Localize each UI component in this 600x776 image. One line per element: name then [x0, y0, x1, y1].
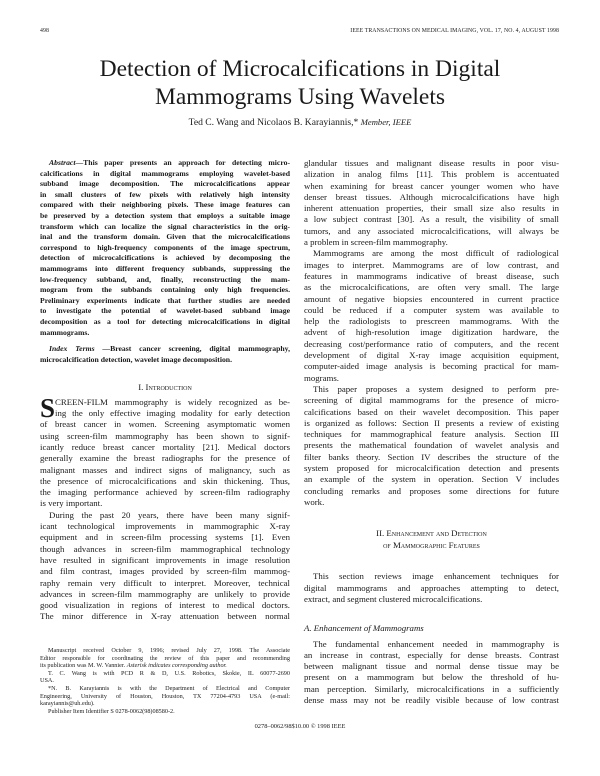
line-text: The minor difference in X-ray attenuation between normal	[40, 611, 290, 622]
text-line	[304, 486, 559, 497]
line-text: Mammograms are among the most difficult of radiological	[313, 248, 559, 259]
text-line	[304, 384, 559, 395]
line-text: compared with their neighboring pixels. These image features can	[40, 200, 290, 210]
text-line	[40, 670, 290, 678]
text-line	[40, 578, 290, 589]
paragraph	[40, 685, 290, 708]
abstract	[40, 158, 290, 338]
text-line	[304, 395, 559, 406]
line-text: transform which can localize the signal characteristics in the orig-	[40, 221, 290, 231]
text-line	[304, 684, 559, 695]
line-text: detection of microcalcifications is achieved by decomposing the	[40, 253, 290, 263]
drop-cap: S	[40, 392, 56, 423]
text-line	[40, 158, 290, 169]
text-line	[304, 316, 559, 327]
text-line	[40, 600, 290, 611]
text-line	[40, 647, 290, 655]
emphasized-note: Asterisk indicates corresponding author.	[126, 662, 227, 670]
lead-in-label: Index Terms	[49, 344, 95, 354]
line-text: low-frequency subband, and, finally, reconstructing the mam-	[40, 274, 290, 284]
text-line	[304, 463, 559, 474]
text-line	[40, 264, 290, 275]
text-line	[304, 440, 559, 451]
text-line	[40, 306, 290, 317]
text-line	[40, 317, 290, 328]
index-terms	[40, 344, 290, 365]
line-text: decomposition as a tool for detecting microcalcifications in digital	[40, 316, 290, 326]
text-line	[40, 211, 290, 222]
line-text: system proposed for microcalcification detection and presents	[304, 463, 559, 474]
text-line	[40, 190, 290, 201]
paragraph	[304, 384, 559, 508]
introduction-continued	[304, 158, 559, 508]
section2-text	[304, 571, 559, 605]
text-line	[304, 373, 559, 384]
paragraph	[40, 510, 290, 623]
text-line	[40, 408, 290, 419]
copyright-footer: 0278–0062/98$10.00 © 1998 IEEE	[254, 723, 346, 730]
text-line	[40, 253, 290, 264]
lead-in-label: Abstract	[49, 158, 76, 167]
text-line	[40, 232, 290, 243]
paragraph	[40, 708, 290, 716]
line-text: During the past 20 years, there have been many signif-	[49, 509, 290, 520]
line-text: karayiannis@uh.edu).	[40, 700, 95, 708]
line-text: is organized as follows: Section II presents a review of existing	[304, 417, 559, 428]
line-text: raphy remain very difficult to interpret. Moreover, technical	[40, 577, 290, 588]
text-line	[304, 339, 559, 350]
paragraph	[40, 344, 290, 365]
running-header-journal: IEEE TRANSACTIONS ON MEDICAL IMAGING, VOL. 17, NO. 4, AUGUST 1998	[350, 28, 559, 34]
line-text: a problem in screen-film mammography.	[304, 237, 448, 248]
text-line	[304, 305, 559, 316]
line-text: work.	[304, 496, 325, 507]
text-line	[40, 521, 290, 532]
line-text: be preserved by a detection system that employs a suitable image	[40, 210, 290, 220]
text-line	[40, 328, 290, 339]
paragraph	[304, 571, 559, 605]
text-line	[40, 589, 290, 600]
text-line	[40, 487, 290, 498]
line-text: subband image decomposition. The microcalcifications appear	[40, 179, 290, 189]
text-line	[304, 158, 559, 169]
section-heading-enhancement-detection	[304, 528, 559, 551]
line-text: presents the mathematical foundation of wavelet analysis and	[304, 440, 559, 451]
line-text: CREEN-FILM mammography is widely recognized as be-	[55, 396, 290, 407]
text-line	[304, 695, 559, 706]
text-line	[40, 169, 290, 180]
line-text: generally examine the breast radiographs for the presence of	[40, 453, 290, 464]
line-text: have resulted in significant improvements in image resolution	[40, 554, 290, 565]
text-line	[40, 442, 290, 453]
author-membership: Member, IEEE	[360, 117, 412, 127]
line-text: present on a mammogram but below the threshold of hu-	[304, 672, 559, 683]
text-line	[304, 497, 559, 508]
text-line	[304, 226, 559, 237]
line-text: *N. B. Karayiannis is with the Department of Electrical and Computer	[48, 684, 290, 692]
line-text: screening of digital mammograms for the presence of micro-	[304, 395, 559, 406]
line-text: calcifications based on their wavelet decomposition. This paper	[304, 406, 559, 417]
paper-title	[0, 56, 600, 111]
line-text: features in mammograms indicative of breast disease, such	[304, 270, 559, 281]
line-text: icantly reduce breast cancer mortality [21]. Medical doctors	[40, 441, 290, 452]
title-line: Detection of Microcalcifications in Digital	[99, 56, 501, 82]
text-line	[40, 222, 290, 233]
line-text: mammograms into different frequency subbands, suppressing the	[40, 263, 290, 273]
line-text: ing the only effective imaging modality for early detection	[55, 408, 290, 419]
line-text: This paper proposes a system designed to perform pre-	[313, 383, 559, 394]
paragraph	[40, 670, 290, 685]
text-line	[40, 275, 290, 286]
text-line	[304, 474, 559, 485]
text-line	[40, 355, 290, 366]
text-line	[304, 639, 559, 650]
text-line	[304, 571, 559, 582]
line-text: techniques for mammographical feature analysis. Section III	[304, 429, 559, 440]
text-line	[40, 662, 290, 670]
line-text: The fundamental enhancement needed in mammography is	[313, 638, 559, 649]
subsection-a-text	[304, 639, 559, 707]
text-line	[40, 296, 290, 307]
text-line	[304, 248, 559, 259]
line-text: correspond to high-frequency components of the image spectrum,	[40, 242, 290, 252]
text-line	[40, 431, 290, 442]
line-text: T. C. Wang is with PCD R & D, U.S. Robotics, Skokie, IL 60077-2690	[48, 669, 290, 677]
text-line	[304, 661, 559, 672]
text-line	[40, 532, 290, 543]
text-line	[304, 271, 559, 282]
line-text: glandular tissues and malignant disease results in poor visu-	[304, 158, 559, 168]
text-line	[304, 327, 559, 338]
line-text: in small clusters of few pixels with relatively high intensity	[40, 189, 290, 199]
text-line	[304, 203, 559, 214]
page-number: 498	[40, 28, 49, 34]
line-text: help the radiologists to prescreen mammograms. With the	[304, 316, 559, 327]
text-line	[40, 397, 290, 408]
line-text: tumors, and any associated microcalcifications, will always be	[304, 225, 559, 236]
line-text: good visualization in regions of interest to medical doctors.	[40, 600, 290, 611]
footnotes	[40, 647, 290, 715]
text-line	[40, 498, 290, 509]
line-text: icant technological improvements in mammographic X-ray	[40, 521, 290, 532]
line-text: alization in analog films [11]. This problem is accentuated	[304, 169, 559, 180]
line-text: amount of negative biopsies encountered in current practice	[304, 293, 559, 304]
introduction-text	[40, 392, 290, 623]
paragraph	[304, 639, 559, 707]
line-text: USA.	[40, 677, 54, 685]
line-text: equipment and in screen-film processing systems [1]. Even	[40, 532, 290, 543]
text-line	[40, 677, 290, 685]
text-line	[304, 650, 559, 661]
text-line	[40, 453, 290, 464]
text-line	[304, 294, 559, 305]
line-text: Editor responsible for coordinating the review of this paper and recommending	[40, 654, 290, 662]
paragraph	[40, 158, 290, 338]
line-text: advances in screen-film mammography are unlikely to provide	[40, 588, 290, 599]
line-text: development of digital X-ray image acquisition equipment,	[304, 350, 559, 361]
line-text: to investigate the potential of wavelet-based subband image	[40, 306, 290, 316]
title-line: Mammograms Using Wavelets	[154, 83, 446, 110]
line-text: the presence of microcalcifications and skin thickening. Thus,	[40, 475, 290, 486]
section-heading-line: II. Enhancement and Detection	[376, 528, 487, 539]
text-line	[40, 685, 290, 693]
text-line	[40, 243, 290, 254]
line-text: —Breast cancer screening, digital mammography,	[94, 344, 290, 354]
paragraph	[40, 647, 290, 670]
line-text: microcalcification detection, wavelet image decomposition.	[40, 354, 232, 364]
line-text: calcifications in digital mammograms employing wavelet-based	[40, 168, 290, 178]
text-line	[304, 214, 559, 225]
subsection-heading-enhancement: A. Enhancement of Mammograms	[304, 623, 424, 634]
line-text: its publication was M. W. Vannier.	[40, 662, 127, 670]
line-text: Preliminary experiments indicate that further studies are needed	[40, 295, 290, 305]
text-line	[304, 452, 559, 463]
line-text: filter banks theory. Section IV describes the structure of the	[304, 451, 559, 462]
line-text: inherent attenuation properties, their small size also results in	[304, 203, 559, 214]
text-line	[304, 181, 559, 192]
left-column	[40, 158, 290, 623]
line-text: extract, and segment clustered microcalcifications.	[304, 593, 483, 604]
line-text: Engineering, University of Houston, Houston, TX 77204-4793 USA (e-mail:	[40, 692, 290, 700]
text-line	[304, 169, 559, 180]
text-line	[304, 594, 559, 605]
line-text: decreasing cost/performance ratio of computers, and the recent	[304, 338, 559, 349]
text-line	[40, 611, 290, 622]
line-text: This section reviews image enhancement techniques for	[313, 571, 559, 582]
text-line	[304, 583, 559, 594]
text-line	[304, 192, 559, 203]
line-text: concluding remarks and proposes some directions for future	[304, 485, 559, 496]
text-line	[304, 282, 559, 293]
line-text: mograms.	[304, 372, 339, 383]
paragraph	[304, 248, 559, 384]
paragraph	[304, 158, 559, 248]
text-line	[304, 361, 559, 372]
text-line	[304, 672, 559, 683]
text-line	[304, 429, 559, 440]
text-line	[40, 555, 290, 566]
right-column	[304, 158, 559, 706]
line-text: is very important.	[40, 498, 103, 509]
text-line	[40, 544, 290, 555]
line-text: digital mammograms and approaches attempting to detect,	[304, 582, 559, 593]
text-line	[40, 708, 290, 716]
text-line	[40, 285, 290, 296]
text-line	[40, 510, 290, 521]
line-text: inal and the transform domain. Given that the microcalcifications	[40, 232, 290, 242]
line-text: computer-aided image analysis is becoming practical for mam-	[304, 361, 559, 372]
line-text: dense mass may not be readily visible because of low contrast	[304, 695, 559, 706]
text-line	[304, 350, 559, 361]
line-text: of breast cancer in women. Screening asymptomatic women	[40, 419, 290, 430]
line-text: images to interpret. Mammograms are of low contrast, and	[304, 259, 559, 270]
line-text: malignant masses and indirect signs of malignancy, such as	[40, 464, 290, 475]
text-line	[304, 237, 559, 248]
line-text: as the microcalcifications, are often very small. The large	[304, 282, 559, 293]
text-line	[40, 693, 290, 701]
text-line	[40, 179, 290, 190]
text-line	[304, 260, 559, 271]
line-text: denser breast tissues. Although microcalcifications have high	[304, 191, 559, 202]
line-text: an increase in contrast, especially for dense breasts. Contrast	[304, 649, 559, 660]
text-line	[40, 419, 290, 430]
line-text: mogram from the subbands containing only high frequencies.	[40, 285, 290, 295]
text-line	[40, 655, 290, 663]
line-text: a low subject contrast [30]. As a result, the visibility of small	[304, 214, 559, 225]
section-heading-introduction: I. Introduction	[138, 382, 192, 393]
text-line	[40, 465, 290, 476]
text-line	[40, 566, 290, 577]
author-line	[0, 117, 600, 128]
line-text: mammograms.	[40, 327, 90, 337]
line-text: man perception. Similarly, microcalcifications in a sufficiently	[304, 683, 559, 694]
line-text: advent of high-resolution image digitization hardware, the	[304, 327, 559, 338]
line-text: an example of the system in operation. Section V includes	[304, 474, 559, 485]
line-text: Manuscript received October 9, 1996; revised July 27, 1998. The Associate	[48, 647, 290, 654]
line-text: Publisher Item Identifier S 0278-0062(98)08580-2.	[48, 707, 175, 715]
text-line	[304, 407, 559, 418]
text-line	[40, 200, 290, 211]
text-line	[40, 344, 290, 355]
author-names: Ted C. Wang and Nicolaos B. Karayiannis,*	[188, 117, 359, 128]
text-line	[40, 476, 290, 487]
text-line	[40, 700, 290, 708]
line-text: though advances in screen-film mammographical technology	[40, 543, 290, 554]
line-text: between malignant tissue and normal dense tissue may be	[304, 661, 559, 672]
text-line	[304, 418, 559, 429]
line-text: and film contrast, images provided by screen-film mammog-	[40, 566, 290, 577]
line-text: when examining for breast cancer younger women who have	[304, 180, 559, 191]
line-text: could be reduced if a computer system was available to	[304, 304, 559, 315]
line-text: —This paper presents an approach for detecting micro-	[75, 158, 290, 167]
line-text: using screen-film mammography has been shown to signif-	[40, 430, 290, 441]
section-heading-line: of Mammographic Features	[383, 539, 480, 550]
line-text: the imaging performance achieved by screen-film radiography	[40, 487, 290, 498]
paragraph	[40, 392, 290, 510]
